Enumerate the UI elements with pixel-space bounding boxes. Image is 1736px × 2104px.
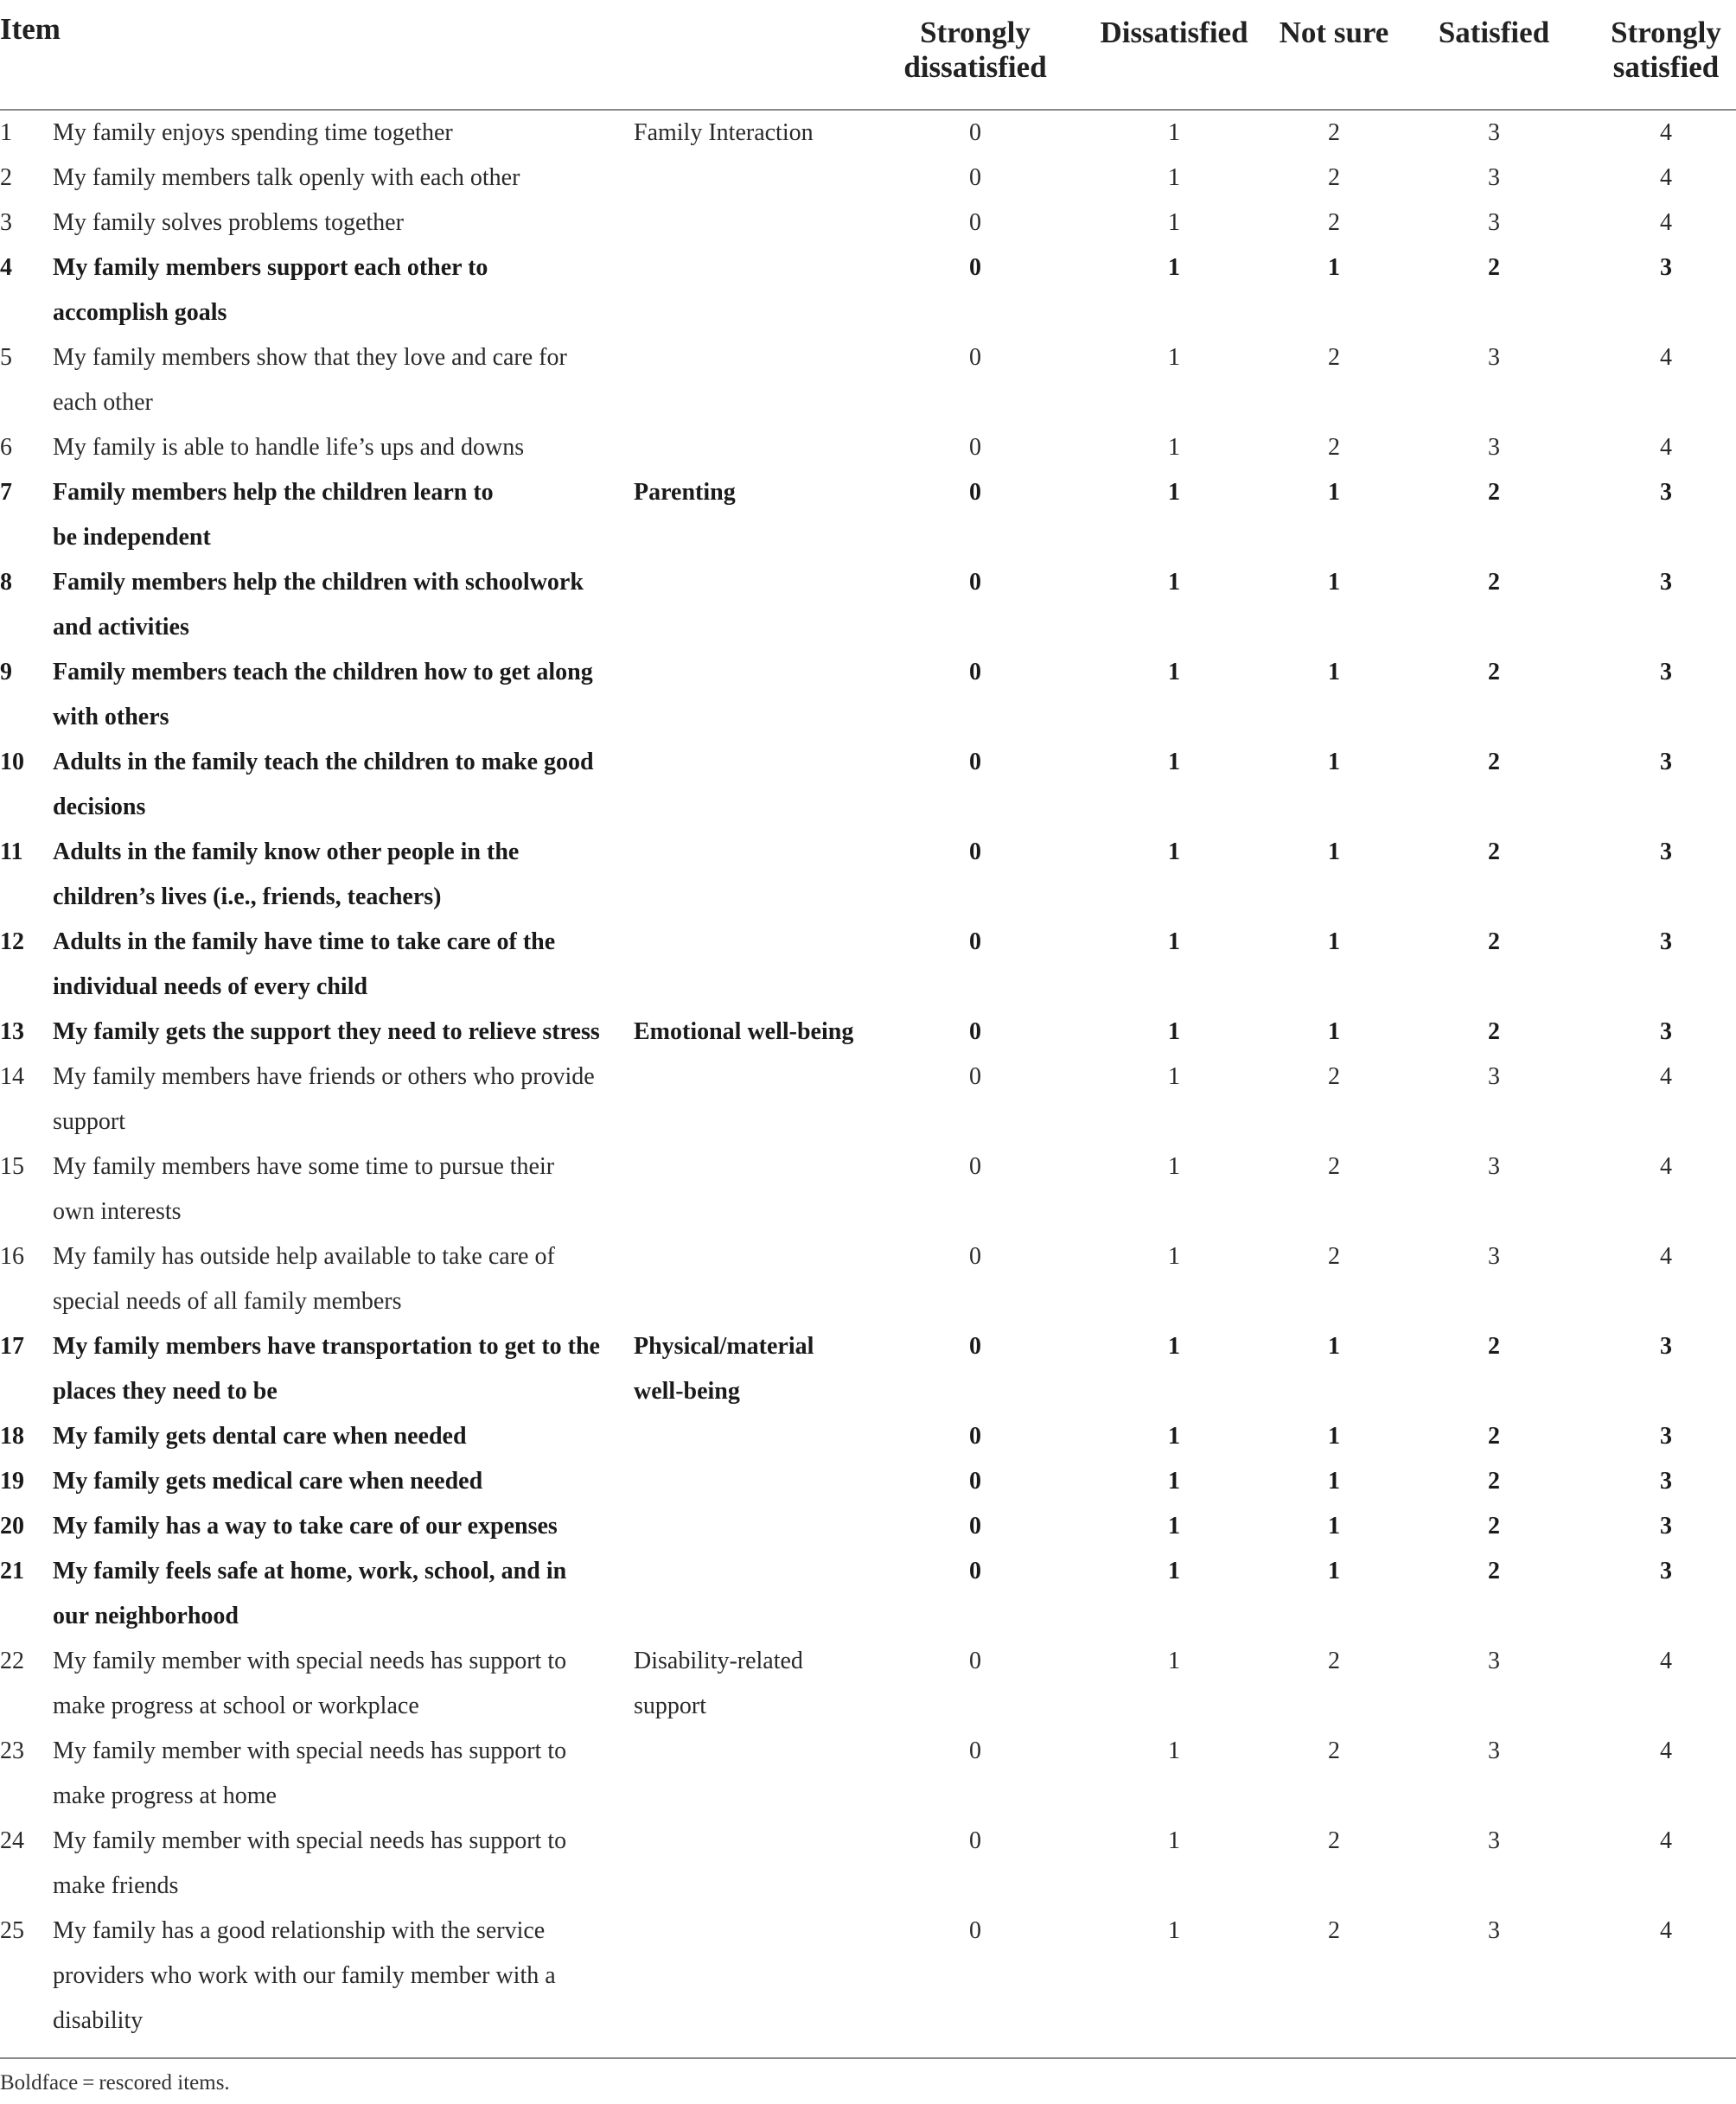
score-cell: 2 bbox=[1488, 254, 1500, 281]
item-text-line: decisions bbox=[53, 794, 146, 820]
item-number: 17 bbox=[0, 1333, 24, 1360]
score-cell: 2 bbox=[1488, 1513, 1500, 1540]
item-text-line: My family gets medical care when needed bbox=[53, 1468, 483, 1495]
table-row bbox=[0, 1819, 1736, 1909]
domain-label-line: Physical/material bbox=[634, 1333, 814, 1360]
table-row bbox=[0, 1549, 1736, 1639]
table-row bbox=[0, 1909, 1736, 2043]
score-cell: 3 bbox=[1660, 838, 1672, 865]
score-cell: 3 bbox=[1660, 659, 1672, 685]
item-text-line: each other bbox=[53, 389, 153, 416]
score-cell: 1 bbox=[1168, 434, 1180, 461]
score-cell: 1 bbox=[1168, 1917, 1180, 1944]
score-cell: 4 bbox=[1660, 1648, 1672, 1674]
table-row bbox=[0, 335, 1736, 425]
score-cell: 2 bbox=[1328, 1063, 1340, 1090]
score-cell: 0 bbox=[969, 479, 981, 506]
score-cell: 3 bbox=[1660, 479, 1672, 506]
score-cell: 1 bbox=[1328, 838, 1340, 865]
score-cell: 4 bbox=[1660, 1153, 1672, 1180]
item-number: 4 bbox=[0, 254, 12, 281]
score-cell: 1 bbox=[1328, 659, 1340, 685]
score-cell: 0 bbox=[969, 434, 981, 461]
item-text-line: be independent bbox=[53, 524, 211, 551]
score-cell: 3 bbox=[1488, 1827, 1500, 1854]
score-cell: 3 bbox=[1660, 1468, 1672, 1495]
item-text bbox=[53, 830, 623, 920]
item-text-line: My family has outside help available to take care of bbox=[53, 1243, 555, 1270]
score-cell: 1 bbox=[1168, 479, 1180, 506]
score-cell: 3 bbox=[1660, 928, 1672, 955]
item-number: 15 bbox=[0, 1153, 24, 1180]
item-text bbox=[53, 1324, 623, 1414]
item-text bbox=[53, 1414, 623, 1459]
score-cell: 0 bbox=[969, 928, 981, 955]
item-text-line: My family members show that they love and care for bbox=[53, 344, 567, 371]
item-text bbox=[53, 335, 623, 425]
domain-label bbox=[634, 1324, 893, 1414]
score-cell: 1 bbox=[1328, 1423, 1340, 1450]
score-cell: 2 bbox=[1488, 479, 1500, 506]
score-cell: 1 bbox=[1328, 1468, 1340, 1495]
score-cell: 1 bbox=[1328, 928, 1340, 955]
item-text bbox=[53, 1639, 623, 1729]
item-text-line: Adults in the family have time to take care of the bbox=[53, 928, 556, 955]
item-text bbox=[53, 1549, 623, 1639]
score-cell: 2 bbox=[1488, 659, 1500, 685]
score-cell: 0 bbox=[969, 1737, 981, 1764]
score-cell: 1 bbox=[1168, 838, 1180, 865]
item-text-line: places they need to be bbox=[53, 1378, 278, 1405]
score-cell: 3 bbox=[1488, 119, 1500, 146]
item-text bbox=[53, 1909, 623, 2043]
score-cell: 0 bbox=[969, 1243, 981, 1270]
score-cell: 0 bbox=[969, 209, 981, 236]
score-cell: 1 bbox=[1168, 659, 1180, 685]
score-cell: 1 bbox=[1168, 164, 1180, 191]
item-text bbox=[53, 560, 623, 650]
item-text-line: make friends bbox=[53, 1872, 179, 1899]
domain-label-line: support bbox=[634, 1693, 706, 1719]
table-footnote: Boldface = rescored items. bbox=[0, 2071, 230, 2094]
header-strongly-satisfied-line-1: Strongly bbox=[1611, 16, 1721, 49]
item-number: 21 bbox=[0, 1558, 24, 1584]
score-cell: 4 bbox=[1660, 1917, 1672, 1944]
item-text-line: My family members talk openly with each other bbox=[53, 164, 520, 191]
item-number: 18 bbox=[0, 1423, 24, 1450]
table-row bbox=[0, 425, 1736, 470]
table-row bbox=[0, 830, 1736, 920]
domain-label-line: well-being bbox=[634, 1378, 740, 1405]
score-cell: 1 bbox=[1168, 1423, 1180, 1450]
score-cell: 3 bbox=[1660, 254, 1672, 281]
table-row bbox=[0, 201, 1736, 245]
item-text bbox=[53, 920, 623, 1010]
score-cell: 2 bbox=[1328, 1153, 1340, 1180]
score-cell: 4 bbox=[1660, 1827, 1672, 1854]
score-cell: 1 bbox=[1168, 928, 1180, 955]
score-cell: 0 bbox=[969, 164, 981, 191]
score-cell: 2 bbox=[1488, 569, 1500, 596]
domain-label-line: Disability-related bbox=[634, 1648, 803, 1674]
item-text-line: our neighborhood bbox=[53, 1603, 239, 1629]
item-text-line: Family members help the children learn to bbox=[53, 479, 494, 506]
header-satisfied: Satisfied bbox=[1438, 16, 1550, 49]
item-text bbox=[53, 1144, 623, 1234]
score-cell: 0 bbox=[969, 254, 981, 281]
item-text-line: My family feels safe at home, work, school, and in bbox=[53, 1558, 567, 1584]
score-cell: 0 bbox=[969, 749, 981, 775]
score-cell: 1 bbox=[1168, 1243, 1180, 1270]
item-text bbox=[53, 201, 623, 245]
score-cell: 4 bbox=[1660, 209, 1672, 236]
item-text-line: My family member with special needs has support to bbox=[53, 1737, 567, 1764]
score-cell: 3 bbox=[1660, 1513, 1672, 1540]
score-cell: 2 bbox=[1328, 434, 1340, 461]
score-cell: 1 bbox=[1168, 1018, 1180, 1045]
item-text-line: My family solves problems together bbox=[53, 209, 404, 236]
item-text-line: support bbox=[53, 1108, 125, 1135]
score-cell: 0 bbox=[969, 1423, 981, 1450]
score-cell: 0 bbox=[969, 1468, 981, 1495]
domain-label bbox=[634, 1010, 893, 1055]
item-number: 1 bbox=[0, 119, 12, 146]
item-number: 10 bbox=[0, 749, 24, 775]
score-cell: 2 bbox=[1488, 1018, 1500, 1045]
table-row bbox=[0, 1010, 1736, 1055]
domain-label bbox=[634, 470, 893, 515]
score-cell: 1 bbox=[1168, 254, 1180, 281]
score-cell: 4 bbox=[1660, 1063, 1672, 1090]
item-text bbox=[53, 1010, 623, 1055]
item-text bbox=[53, 156, 623, 201]
item-text-line: My family member with special needs has support to bbox=[53, 1827, 567, 1854]
score-cell: 2 bbox=[1328, 1243, 1340, 1270]
item-text bbox=[53, 111, 623, 156]
table-row bbox=[0, 1144, 1736, 1234]
score-cell: 1 bbox=[1328, 1513, 1340, 1540]
table-header bbox=[0, 0, 1736, 111]
score-cell: 2 bbox=[1328, 344, 1340, 371]
item-text-line: make progress at school or workplace bbox=[53, 1693, 419, 1719]
domain-label-line: Emotional well-being bbox=[634, 1018, 854, 1045]
item-number: 20 bbox=[0, 1513, 24, 1540]
score-cell: 1 bbox=[1168, 1737, 1180, 1764]
item-text-line: My family gets dental care when needed bbox=[53, 1423, 467, 1450]
item-text-line: Family members help the children with schoolwork bbox=[53, 569, 584, 596]
item-number: 3 bbox=[0, 209, 12, 236]
item-text-line: My family has a good relationship with the service bbox=[53, 1917, 546, 1944]
item-text bbox=[53, 470, 623, 560]
score-cell: 2 bbox=[1328, 1737, 1340, 1764]
item-text-line: My family members have some time to pursue their bbox=[53, 1153, 555, 1180]
score-cell: 0 bbox=[969, 1333, 981, 1360]
header-item: Item bbox=[0, 12, 61, 46]
score-cell: 2 bbox=[1488, 1468, 1500, 1495]
domain-label bbox=[634, 1639, 893, 1729]
item-text-line: My family is able to handle life’s ups and downs bbox=[53, 434, 525, 461]
score-cell: 3 bbox=[1488, 1917, 1500, 1944]
score-cell: 1 bbox=[1168, 1827, 1180, 1854]
item-text-line: own interests bbox=[53, 1198, 182, 1225]
table-row bbox=[0, 1729, 1736, 1819]
score-cell: 2 bbox=[1328, 164, 1340, 191]
score-cell: 3 bbox=[1660, 1018, 1672, 1045]
item-text-line: with others bbox=[53, 704, 169, 730]
table-row bbox=[0, 1504, 1736, 1549]
item-text bbox=[53, 1234, 623, 1324]
score-cell: 3 bbox=[1488, 1243, 1500, 1270]
header-strongly-dissatisfied-line-2: dissatisfied bbox=[903, 50, 1047, 84]
score-cell: 1 bbox=[1168, 1558, 1180, 1584]
score-cell: 3 bbox=[1488, 164, 1500, 191]
score-cell: 0 bbox=[969, 1827, 981, 1854]
score-cell: 1 bbox=[1168, 1063, 1180, 1090]
item-text-line: disability bbox=[53, 2007, 144, 2034]
score-cell: 3 bbox=[1488, 209, 1500, 236]
score-cell: 3 bbox=[1660, 1423, 1672, 1450]
score-cell: 4 bbox=[1660, 1243, 1672, 1270]
item-number: 14 bbox=[0, 1063, 24, 1090]
score-cell: 0 bbox=[969, 1648, 981, 1674]
item-text bbox=[53, 650, 623, 740]
score-cell: 1 bbox=[1328, 749, 1340, 775]
score-cell: 1 bbox=[1168, 119, 1180, 146]
score-cell: 1 bbox=[1328, 1333, 1340, 1360]
item-text-line: Family members teach the children how to get along bbox=[53, 659, 593, 685]
score-cell: 3 bbox=[1488, 344, 1500, 371]
score-cell: 0 bbox=[969, 1153, 981, 1180]
score-cell: 2 bbox=[1328, 119, 1340, 146]
header-strongly-satisfied bbox=[1597, 16, 1735, 85]
domain-label bbox=[634, 111, 893, 156]
score-cell: 2 bbox=[1488, 1423, 1500, 1450]
table-row bbox=[0, 1459, 1736, 1504]
item-text-line: and activities bbox=[53, 614, 189, 641]
item-text-line: My family gets the support they need to relieve stress bbox=[53, 1018, 600, 1045]
score-cell: 3 bbox=[1660, 749, 1672, 775]
score-cell: 3 bbox=[1488, 1153, 1500, 1180]
score-cell: 1 bbox=[1168, 1333, 1180, 1360]
item-number: 7 bbox=[0, 479, 12, 506]
item-number: 25 bbox=[0, 1917, 24, 1944]
score-cell: 0 bbox=[969, 1063, 981, 1090]
item-text bbox=[53, 245, 623, 335]
score-cell: 2 bbox=[1488, 1333, 1500, 1360]
item-text-line: accomplish goals bbox=[53, 299, 227, 326]
table-row bbox=[0, 560, 1736, 650]
table-row bbox=[0, 156, 1736, 201]
score-cell: 1 bbox=[1328, 479, 1340, 506]
table-row bbox=[0, 920, 1736, 1010]
item-text-line: providers who work with our family member with a bbox=[53, 1962, 556, 1989]
score-cell: 3 bbox=[1660, 1333, 1672, 1360]
score-cell: 1 bbox=[1168, 569, 1180, 596]
score-cell: 2 bbox=[1488, 1558, 1500, 1584]
item-text-line: My family members support each other to bbox=[53, 254, 488, 281]
item-text-line: My family member with special needs has support to bbox=[53, 1648, 567, 1674]
score-cell: 1 bbox=[1328, 1558, 1340, 1584]
header-dissatisfied: Dissatisfied bbox=[1100, 16, 1248, 49]
table-row bbox=[0, 245, 1736, 335]
score-cell: 4 bbox=[1660, 434, 1672, 461]
score-cell: 4 bbox=[1660, 164, 1672, 191]
score-cell: 1 bbox=[1168, 1468, 1180, 1495]
header-strongly-satisfied-line-2: satisfied bbox=[1612, 50, 1720, 84]
bottom-rule bbox=[0, 2057, 1736, 2059]
domain-label-line: Parenting bbox=[634, 479, 736, 506]
item-number: 11 bbox=[0, 838, 23, 865]
score-cell: 0 bbox=[969, 119, 981, 146]
score-cell: 3 bbox=[1660, 1558, 1672, 1584]
score-cell: 1 bbox=[1328, 569, 1340, 596]
score-cell: 1 bbox=[1168, 1648, 1180, 1674]
score-cell: 2 bbox=[1488, 928, 1500, 955]
item-text bbox=[53, 1459, 623, 1504]
score-cell: 0 bbox=[969, 838, 981, 865]
item-number: 13 bbox=[0, 1018, 24, 1045]
score-cell: 2 bbox=[1488, 838, 1500, 865]
score-cell: 0 bbox=[969, 1513, 981, 1540]
table-body bbox=[0, 111, 1736, 2043]
item-number: 5 bbox=[0, 344, 12, 371]
item-number: 6 bbox=[0, 434, 12, 461]
item-text bbox=[53, 1819, 623, 1909]
item-text bbox=[53, 1729, 623, 1819]
score-cell: 0 bbox=[969, 1558, 981, 1584]
score-cell: 0 bbox=[969, 1018, 981, 1045]
score-cell: 1 bbox=[1168, 749, 1180, 775]
score-cell: 0 bbox=[969, 569, 981, 596]
score-cell: 3 bbox=[1488, 434, 1500, 461]
item-text-line: special needs of all family members bbox=[53, 1288, 402, 1315]
score-cell: 3 bbox=[1488, 1737, 1500, 1764]
score-cell: 3 bbox=[1488, 1648, 1500, 1674]
item-text-line: My family members have friends or others who provide bbox=[53, 1063, 595, 1090]
score-cell: 4 bbox=[1660, 344, 1672, 371]
item-number: 2 bbox=[0, 164, 12, 191]
score-cell: 0 bbox=[969, 1917, 981, 1944]
header-strongly-dissatisfied-line-1: Strongly bbox=[920, 16, 1031, 49]
score-cell: 3 bbox=[1660, 569, 1672, 596]
item-text-line: My family has a way to take care of our expenses bbox=[53, 1513, 558, 1540]
score-cell: 2 bbox=[1488, 749, 1500, 775]
item-text bbox=[53, 740, 623, 830]
item-number: 19 bbox=[0, 1468, 24, 1495]
score-cell: 1 bbox=[1168, 209, 1180, 236]
item-text-line: Adults in the family teach the children to make good bbox=[53, 749, 594, 775]
item-text-line: individual needs of every child bbox=[53, 973, 368, 1000]
score-cell: 2 bbox=[1328, 209, 1340, 236]
score-cell: 2 bbox=[1328, 1827, 1340, 1854]
item-text-line: children’s lives (i.e., friends, teachers) bbox=[53, 883, 442, 910]
item-text bbox=[53, 425, 623, 470]
item-number: 8 bbox=[0, 569, 12, 596]
score-cell: 1 bbox=[1168, 1153, 1180, 1180]
item-number: 12 bbox=[0, 928, 24, 955]
item-text bbox=[53, 1055, 623, 1144]
score-cell: 1 bbox=[1168, 1513, 1180, 1540]
item-number: 22 bbox=[0, 1648, 24, 1674]
score-cell: 4 bbox=[1660, 1737, 1672, 1764]
item-text-line: make progress at home bbox=[53, 1782, 277, 1809]
domain-label-line: Family Interaction bbox=[634, 119, 814, 146]
table-row bbox=[0, 1324, 1736, 1414]
item-text bbox=[53, 1504, 623, 1549]
score-cell: 0 bbox=[969, 659, 981, 685]
table-row bbox=[0, 650, 1736, 740]
item-text-line: My family enjoys spending time together bbox=[53, 119, 453, 146]
score-cell: 1 bbox=[1168, 344, 1180, 371]
score-cell: 1 bbox=[1328, 1018, 1340, 1045]
item-text-line: My family members have transportation to get to the bbox=[53, 1333, 600, 1360]
score-cell: 1 bbox=[1328, 254, 1340, 281]
table-row bbox=[0, 111, 1736, 156]
table-row bbox=[0, 1414, 1736, 1459]
table-row bbox=[0, 740, 1736, 830]
table-row bbox=[0, 1639, 1736, 1729]
item-number: 16 bbox=[0, 1243, 24, 1270]
score-cell: 2 bbox=[1328, 1648, 1340, 1674]
table-row bbox=[0, 1055, 1736, 1144]
header-strongly-dissatisfied bbox=[897, 16, 1053, 85]
item-text-line: Adults in the family know other people in the bbox=[53, 838, 520, 865]
item-number: 23 bbox=[0, 1737, 24, 1764]
score-cell: 2 bbox=[1328, 1917, 1340, 1944]
score-cell: 3 bbox=[1488, 1063, 1500, 1090]
score-cell: 0 bbox=[969, 344, 981, 371]
header-not-sure: Not sure bbox=[1279, 16, 1389, 49]
score-cell: 4 bbox=[1660, 119, 1672, 146]
table-row bbox=[0, 1234, 1736, 1324]
table-row bbox=[0, 470, 1736, 560]
item-number: 24 bbox=[0, 1827, 24, 1854]
item-number: 9 bbox=[0, 659, 12, 685]
